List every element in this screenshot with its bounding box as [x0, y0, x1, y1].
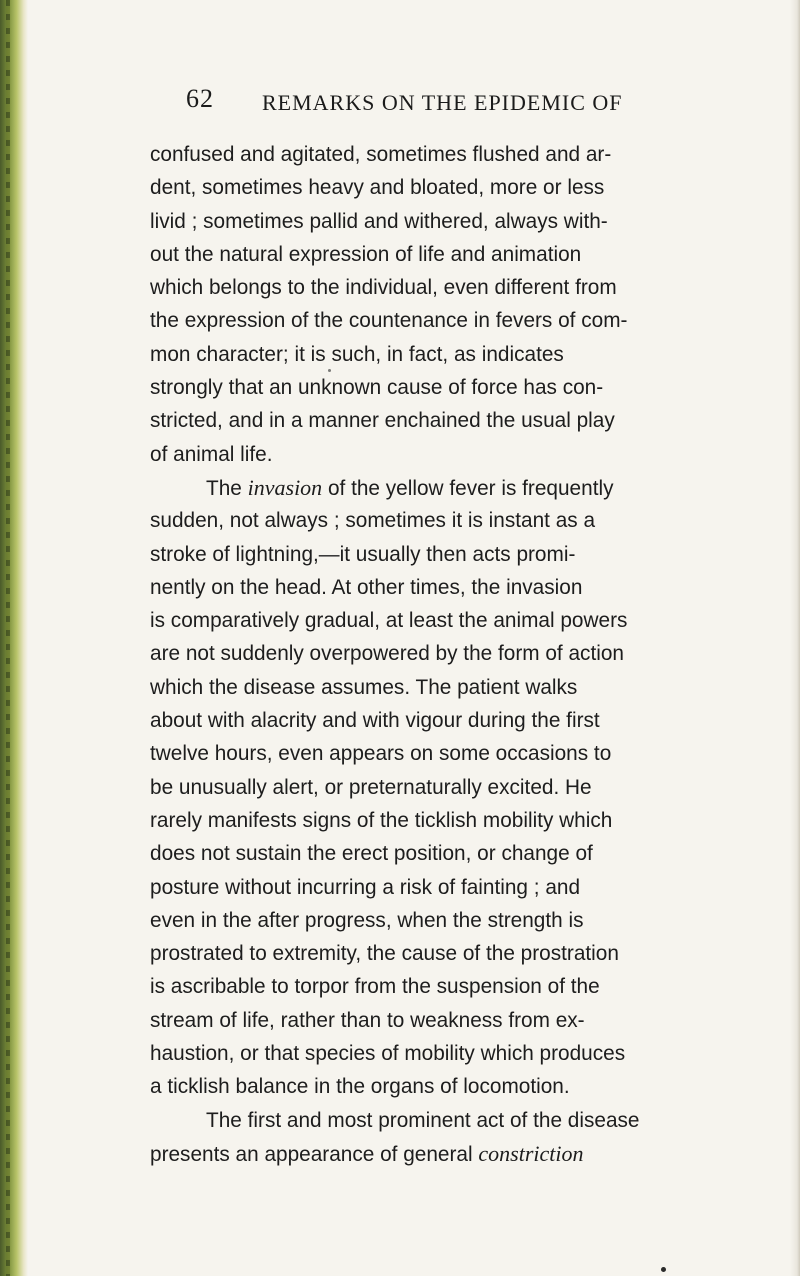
running-title: REMARKS ON THE EPIDEMIC OF [262, 90, 623, 115]
text-line: is ascribable to torpor from the suspension of the [150, 975, 600, 999]
text-line: confused and agitated, sometimes flushed and ar- [150, 143, 612, 166]
page-header [186, 84, 766, 124]
text-line: does not sustain the erect position, or change of [150, 842, 593, 866]
text-line: livid ; sometimes pallid and withered, always with- [150, 209, 608, 233]
text-fragment: presents an appearance of general [150, 1142, 479, 1166]
text-line: of animal life. [150, 442, 273, 466]
page-right-edge-shadow [790, 0, 800, 1276]
text-line: which belongs to the individual, even different from [150, 276, 617, 300]
paragraph-start-line [150, 471, 770, 504]
text-line: even in the after progress, when the strength is [150, 908, 584, 932]
text-line: haustion, or that species of mobility which produces [150, 1042, 626, 1066]
text-line: stream of life, rather than to weakness from ex- [150, 1008, 585, 1032]
text-line: which the disease assumes. The patient walks [150, 675, 578, 699]
ink-speck [661, 1267, 666, 1272]
text-line: posture without incurring a risk of fainting ; and [150, 875, 581, 899]
text-line [150, 1137, 770, 1170]
text-line: be unusually alert, or preternaturally excited. He [150, 775, 592, 799]
page-number: 62 [186, 84, 214, 113]
page-binding-edge [0, 0, 28, 1276]
text-line: nently on the head. At other times, the invasion [150, 575, 583, 599]
text-line: dent, sometimes heavy and bloated, more or less [150, 176, 605, 200]
text-line: twelve hours, even appears on some occasions to [150, 742, 612, 766]
text-line: prostrated to extremity, the cause of the prostration [150, 942, 619, 966]
text-line: stricted, and in a manner enchained the usual play [150, 409, 615, 433]
emphasized-word: invasion [247, 474, 323, 500]
text-line: are not suddenly overpowered by the form of action [150, 642, 624, 666]
text-line: is comparatively gradual, at least the animal powers [150, 609, 628, 633]
text-line: the expression of the countenance in fevers of com- [150, 309, 628, 333]
text-fragment: of the yellow fever is frequently [322, 476, 614, 500]
text-line: rarely manifests signs of the ticklish mobility which [150, 808, 613, 832]
body-text [150, 138, 770, 1170]
text-line: mon character; it is such, in fact, as indicates [150, 342, 564, 366]
text-line: out the natural expression of life and animation [150, 242, 582, 266]
emphasized-word: constriction [478, 1140, 584, 1166]
paragraph-start-line: The first and most prominent act of the disease [206, 1108, 640, 1132]
ink-speck [328, 369, 331, 372]
text-line: stroke of lightning,—it usually then acts promi- [150, 542, 576, 566]
text-fragment: The [206, 476, 248, 500]
binding-stripe [6, 0, 10, 1276]
text-line: a ticklish balance in the organs of locomotion. [150, 1075, 570, 1099]
text-line: sudden, not always ; sometimes it is instant as a [150, 509, 596, 533]
text-line: strongly that an unknown cause of force has con- [150, 376, 604, 400]
text-line: about with alacrity and with vigour during the first [150, 709, 600, 733]
